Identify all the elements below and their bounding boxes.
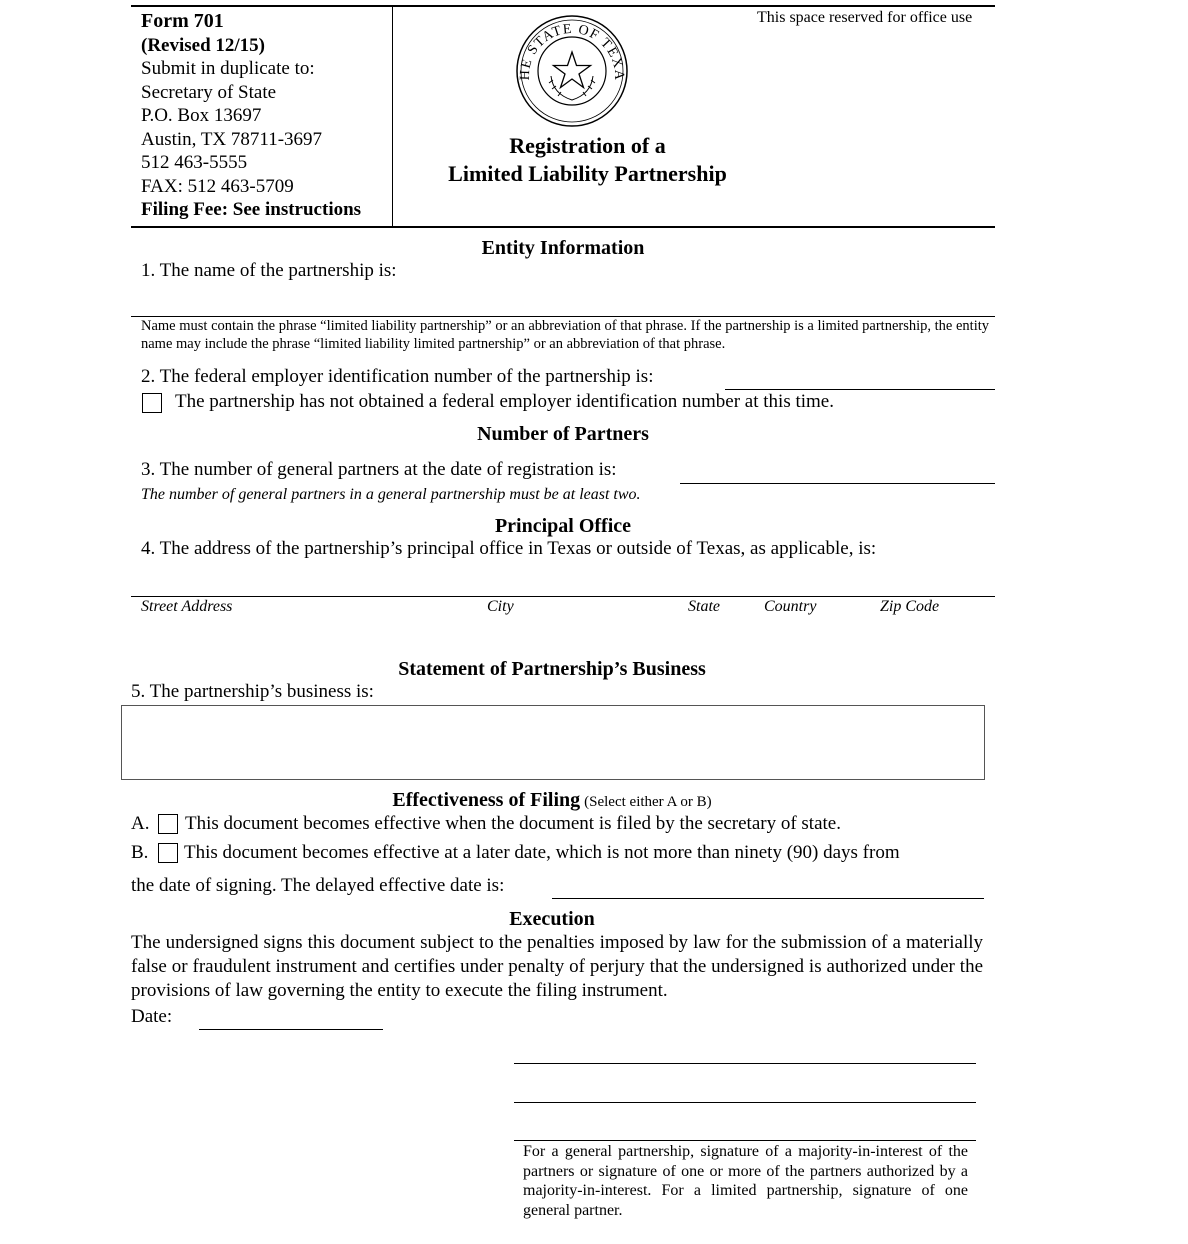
option-b-text-continued: the date of signing. The delayed effective date is: bbox=[131, 875, 505, 896]
signature-field-2[interactable] bbox=[514, 1074, 976, 1101]
effectiveness-heading: Effectiveness of Filing bbox=[392, 789, 581, 811]
svg-text:THE STATE OF TEXAS: HE STATE OF TEXA bbox=[517, 21, 627, 82]
revision-date: (Revised 12/15) bbox=[141, 34, 266, 56]
filing-fee: Filing Fee: See instructions bbox=[141, 199, 362, 220]
execution-statement: The undersigned signs this document subject to the penalties imposed by law for the submission of a materially false or fraudulent instrument and certifies under penalty of perjury that the undersigned is authorized under the provisions of law governing the entity to execute the filing instrument. bbox=[131, 932, 983, 1001]
section-effectiveness bbox=[131, 789, 973, 812]
question-2-label: 2. The federal employer identification number of the partnership is: bbox=[141, 366, 654, 387]
option-a-letter: A. bbox=[131, 813, 150, 834]
section-entity-information: Entity Information bbox=[481, 237, 645, 259]
state-seal-icon bbox=[515, 14, 629, 128]
phone-number: 512 463-5555 bbox=[141, 152, 248, 173]
agency-name: Secretary of State bbox=[141, 81, 277, 103]
option-b-letter: B. bbox=[131, 842, 149, 863]
signature-field-1[interactable] bbox=[514, 1035, 976, 1062]
po-box: P.O. Box 13697 bbox=[141, 105, 262, 126]
title-line-2: Limited Liability Partnership bbox=[448, 161, 727, 186]
partner-count-field[interactable] bbox=[680, 459, 993, 481]
name-requirement-note: Name must contain the phrase “limited liability partnership” or an abbreviation of that phrase. If the partnership is a limited partnership, the entity name may include the phrase “limited liability limited partnership” or an abbreviation of that phrase. bbox=[141, 318, 989, 352]
signature-requirement-note: For a general partnership, signature of a majority-in-interest of the partners or signature of one or more of the partners authorized by a majority-in-interest. For a limited partnership, signature of one general partner. bbox=[523, 1143, 968, 1219]
street-address-label: Street Address bbox=[141, 598, 233, 615]
no-fein-checkbox[interactable] bbox=[142, 393, 162, 413]
section-partnership-business: Statement of Partnership’s Business bbox=[398, 658, 706, 680]
date-label: Date: bbox=[131, 1006, 173, 1027]
zip-code-label: Zip Code bbox=[880, 598, 940, 615]
principal-office-address-field[interactable] bbox=[131, 565, 995, 595]
header-divider bbox=[392, 5, 393, 227]
partner-count-note: The number of general partners in a general partnership must be at least two. bbox=[141, 486, 641, 503]
state-label: State bbox=[688, 598, 720, 615]
partner-count-line bbox=[680, 483, 995, 484]
form-number: Form 701 bbox=[141, 10, 224, 32]
option-b-text: This document becomes effective at a later date, which is not more than ninety (90) days from bbox=[184, 842, 900, 863]
signature-line-3 bbox=[514, 1140, 976, 1141]
fax-number: FAX: 512 463-5709 bbox=[141, 175, 294, 197]
country-label: Country bbox=[764, 598, 817, 615]
fein-line bbox=[725, 389, 995, 390]
signature-line-2 bbox=[514, 1102, 976, 1103]
submit-instruction: Submit in duplicate to: bbox=[141, 58, 315, 79]
question-1-label: 1. The name of the partnership is: bbox=[141, 260, 397, 281]
delayed-date-line bbox=[552, 898, 984, 899]
option-a-text: This document becomes effective when the document is filed by the secretary of state. bbox=[185, 813, 841, 834]
fein-field[interactable] bbox=[725, 366, 993, 388]
date-field[interactable] bbox=[199, 1006, 383, 1028]
question-4-label: 4. The address of the partnership’s principal office in Texas or outside of Texas, as applicable, is: bbox=[141, 538, 877, 559]
question-5-label: 5. The partnership’s business is: bbox=[131, 681, 374, 702]
section-number-of-partners: Number of Partners bbox=[477, 423, 649, 445]
effectiveness-note: (Select either A or B) bbox=[584, 794, 712, 810]
section-execution: Execution bbox=[509, 908, 595, 930]
question-3-label: 3. The number of general partners at the date of registration is: bbox=[141, 459, 617, 480]
date-line bbox=[199, 1029, 383, 1030]
address-line bbox=[131, 596, 995, 597]
header-bottom-rule bbox=[131, 226, 995, 228]
header-top-rule bbox=[131, 5, 995, 7]
city-state-zip: Austin, TX 78711-3697 bbox=[141, 128, 323, 150]
no-fein-label: The partnership has not obtained a federal employer identification number at this time. bbox=[175, 391, 834, 412]
office-use-note: This space reserved for office use bbox=[757, 9, 973, 26]
option-a-checkbox[interactable] bbox=[158, 814, 178, 834]
option-b-checkbox[interactable] bbox=[158, 843, 178, 863]
section-principal-office: Principal Office bbox=[494, 515, 632, 537]
form-title bbox=[400, 132, 775, 188]
submission-info bbox=[141, 10, 391, 222]
signature-field-3[interactable] bbox=[514, 1112, 976, 1139]
title-line-1: Registration of a bbox=[509, 133, 666, 158]
city-label: City bbox=[487, 598, 514, 615]
business-description-box[interactable] bbox=[121, 705, 985, 780]
delayed-date-field[interactable] bbox=[552, 873, 984, 897]
signature-line-1 bbox=[514, 1063, 976, 1064]
